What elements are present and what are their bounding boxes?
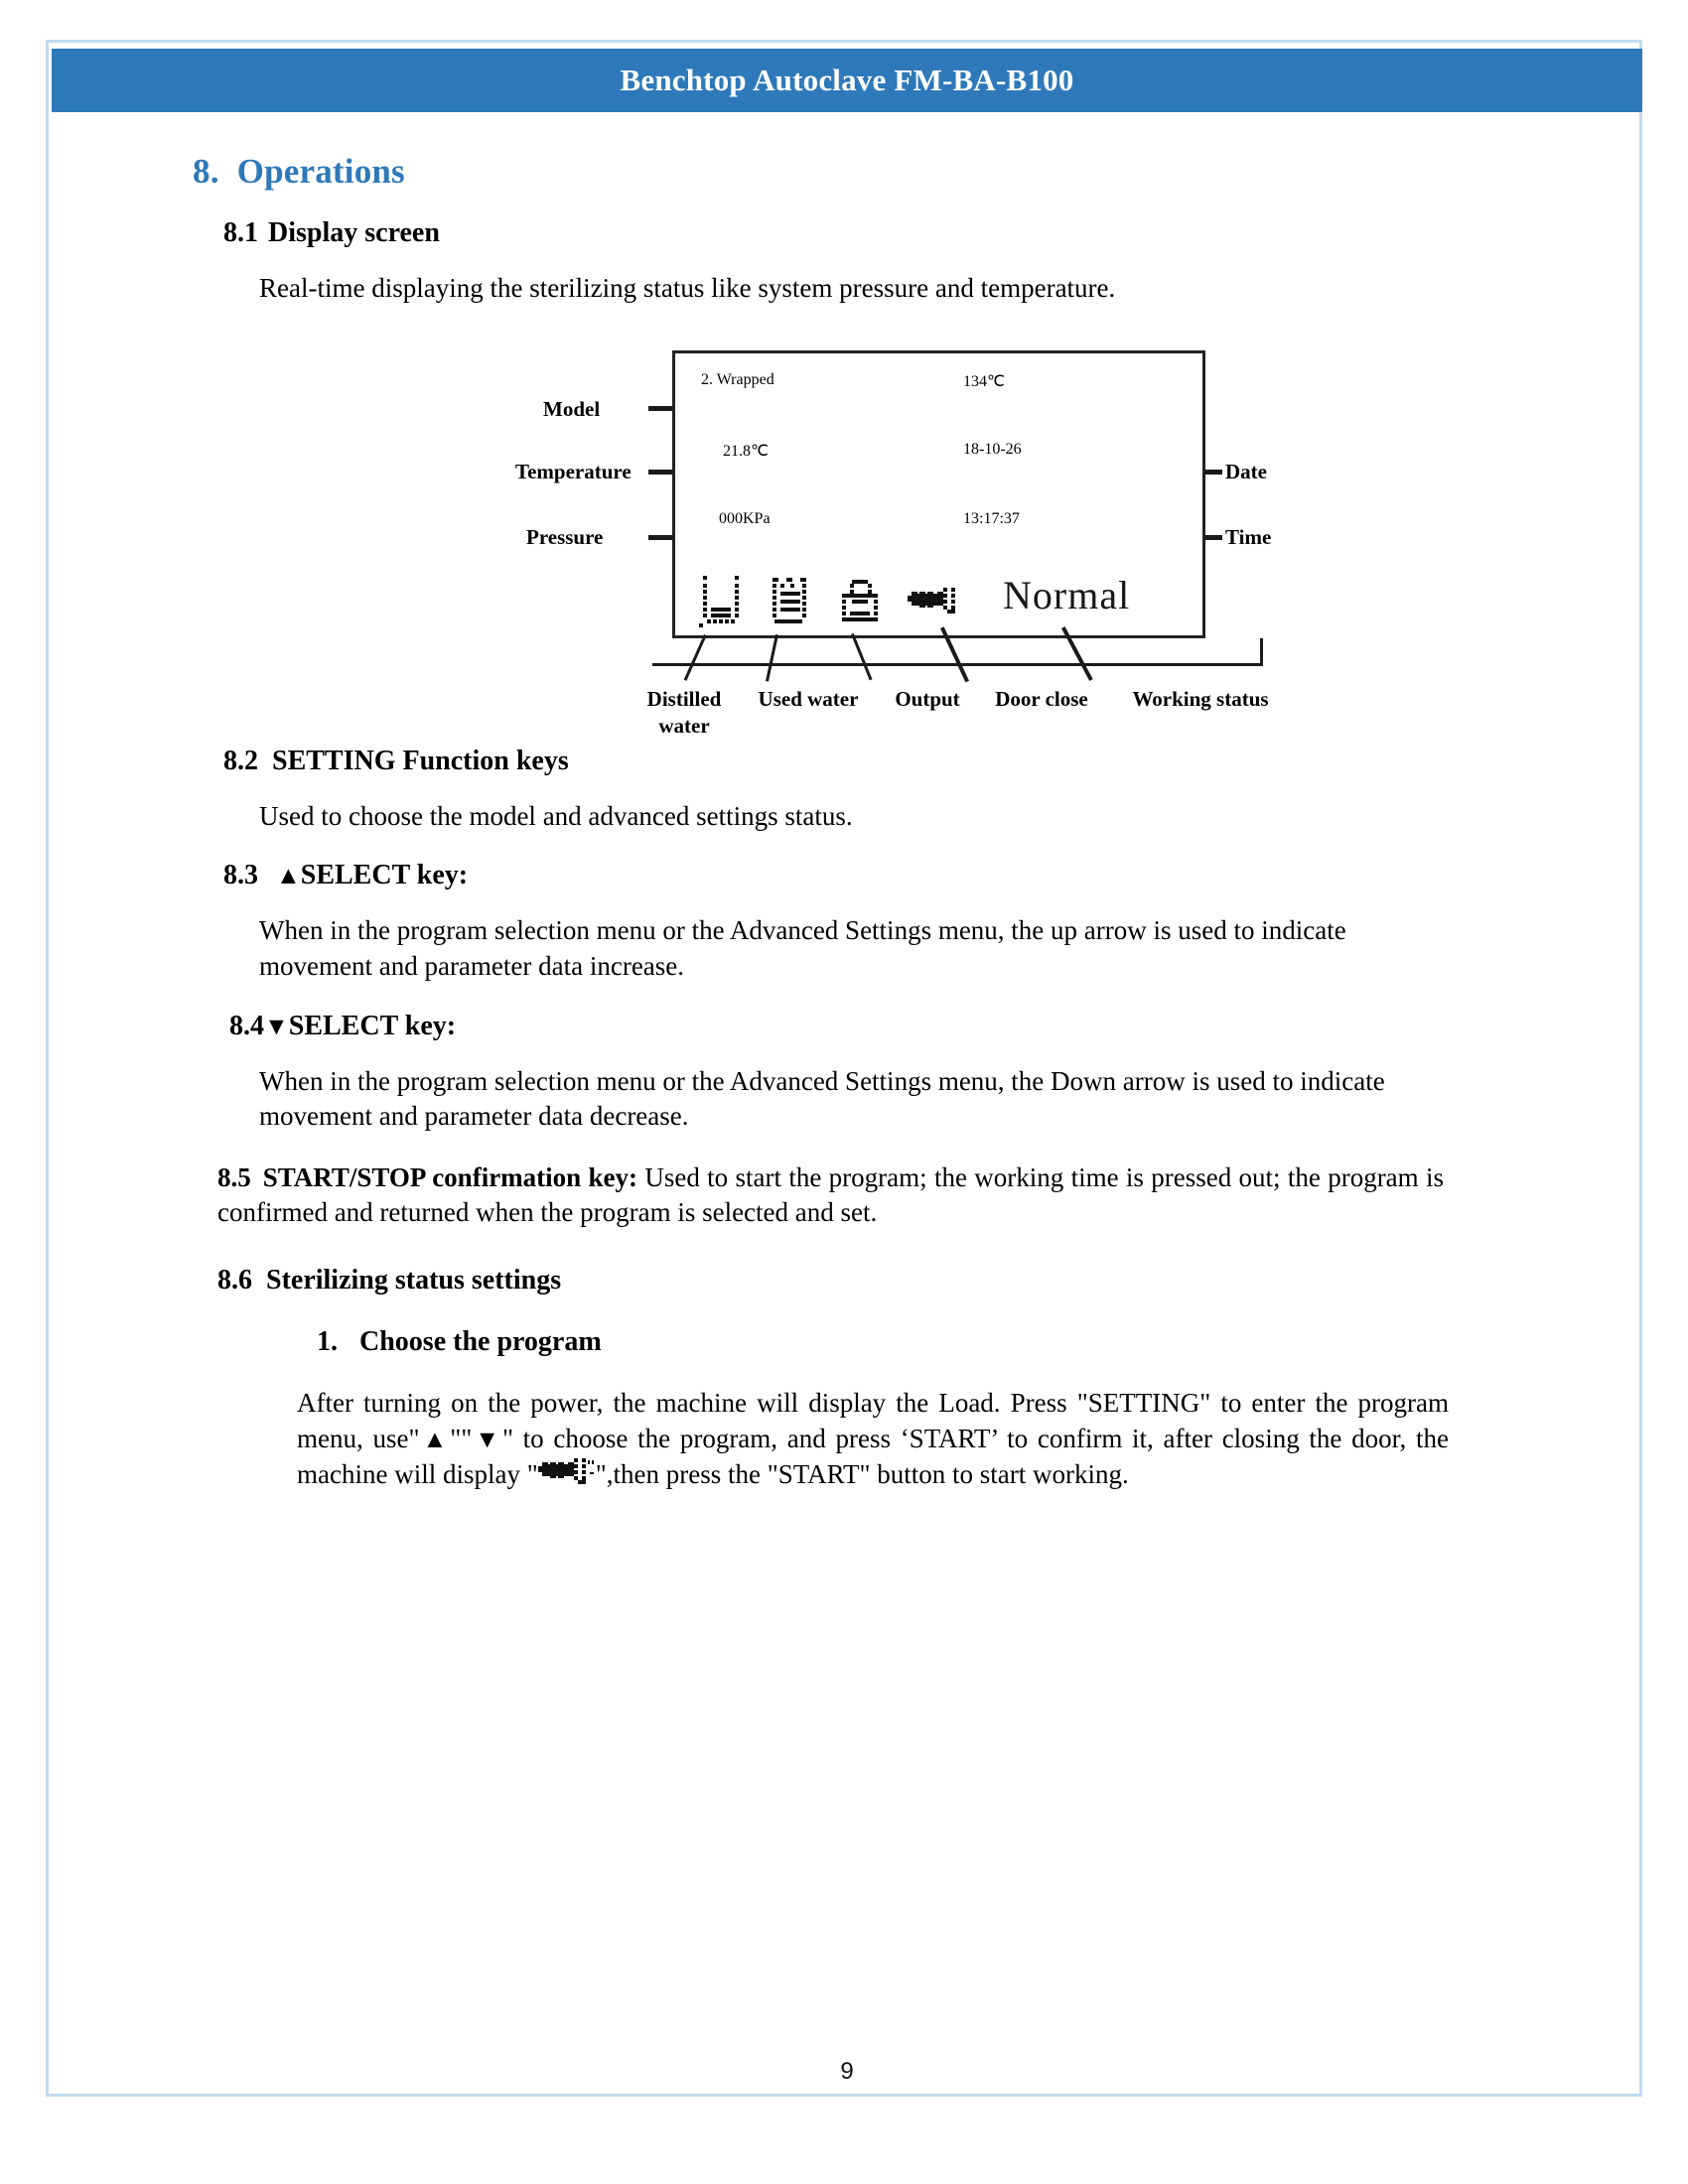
paragraph-part-4: ",then press the "START" button to start working.	[595, 1459, 1129, 1490]
page-header-title: Benchtop Autoclave FM-BA-B100	[620, 63, 1074, 97]
callout-label-temperature: Temperature	[515, 459, 632, 483]
key-lock-icon	[908, 584, 961, 623]
subsection-title-8-3: SELECT key:	[300, 860, 469, 891]
inline-key-lock-icon	[538, 1456, 596, 1486]
subsection-8-5	[217, 1160, 1444, 1231]
subsection-number-8-6: 8.6	[217, 1265, 252, 1296]
callout-label-date: Date	[1225, 459, 1267, 483]
callout-label-working-status: Working status	[1132, 686, 1269, 711]
page-header-banner	[52, 49, 1642, 112]
subsection-title-8-6: Sterilizing status settings	[266, 1265, 562, 1296]
subsection-heading-8-3	[223, 860, 1645, 891]
lcd-time-value: 13:17:37	[963, 509, 1020, 527]
lcd-setpoint-value: 134℃	[963, 372, 1005, 390]
lcd-display-diagram	[49, 341, 1645, 738]
paragraph-part-3: " to choose the program, and press ‘START’ to confirm it, after closing the door, the machine will display "	[297, 1423, 1450, 1490]
water-tank-icon	[699, 574, 745, 627]
lcd-screen	[672, 350, 1205, 638]
subsection-title-8-5: START/STOP confirmation key:	[262, 1161, 638, 1192]
subsection-title-8-2: SETTING Function keys	[272, 745, 569, 776]
lcd-date-value: 18-10-26	[963, 440, 1022, 458]
subsection-heading-8-2	[223, 746, 1645, 777]
callout-label-model: Model	[543, 396, 601, 421]
paragraph-8-2: Used to choose the model and advanced settings status.	[259, 800, 853, 831]
document-page	[46, 40, 1642, 2097]
callout-label-used-water: Used water	[758, 686, 859, 711]
document-content	[49, 122, 1645, 1493]
list-item-title: Choose the program	[359, 1326, 602, 1357]
lcd-working-status-value: Normal	[1003, 572, 1131, 617]
printer-icon	[838, 578, 884, 627]
callout-label-pressure: Pressure	[526, 524, 604, 549]
callout-label-door-close: Door close	[995, 686, 1088, 711]
inline-up-arrow-icon: ▲	[419, 1426, 451, 1453]
section-title: Operations	[236, 152, 405, 191]
section-heading-operations	[193, 152, 1645, 192]
paragraph-part-1: After turning on the power, the machine will display the Load. Press "SETTING" to enter the program menu, use"	[297, 1388, 1449, 1453]
inline-down-arrow-icon: ▼	[472, 1426, 502, 1453]
leader-distilled-water	[684, 634, 707, 681]
subsection-heading-8-6	[217, 1265, 1645, 1297]
callout-bottom-right-stub	[1260, 638, 1263, 665]
list-item-marker: 1.	[317, 1326, 338, 1357]
paragraph-8-6-1	[297, 1386, 1449, 1493]
lcd-model-value: 2. Wrapped	[701, 370, 774, 388]
list-item-heading-1	[317, 1326, 1645, 1358]
subsection-number-8-2: 8.2	[223, 745, 258, 776]
paragraph-8-5: Used to start the program; the working time is pressed out; the program is confirmed and returned when the program is selected and set.	[217, 1161, 1445, 1228]
section-number: 8.	[193, 152, 219, 191]
subsection-number-8-3: 8.3	[223, 860, 258, 891]
callout-label-time: Time	[1225, 524, 1272, 549]
used-water-tank-icon	[769, 574, 814, 627]
lcd-status-icon-row	[699, 574, 961, 627]
down-arrow-icon: ▼	[264, 1013, 289, 1040]
subsection-heading-8-1	[223, 217, 1645, 249]
subsection-number-8-4: 8.4	[229, 1010, 264, 1041]
up-arrow-icon: ▲	[276, 863, 301, 890]
subsection-title-8-1: Display screen	[268, 217, 440, 248]
leader-output	[851, 633, 873, 680]
paragraph-8-3: When in the program selection menu or the Advanced Settings menu, the up arrow is used to indicate movement and parameter data increase.	[259, 915, 1346, 981]
subsection-title-8-4: SELECT key:	[288, 1010, 457, 1041]
lcd-temperature-value: 21.8℃	[723, 442, 769, 460]
paragraph-8-4: When in the program selection menu or the Advanced Settings menu, the Down arrow is used to indicate movement and parameter data decrease.	[259, 1065, 1385, 1132]
subsection-heading-8-4	[229, 1011, 1645, 1042]
subsection-number-8-5: 8.5	[217, 1161, 251, 1192]
page-number: 9	[840, 2058, 854, 2085]
paragraph-part-2: ""	[450, 1423, 473, 1453]
lcd-pressure-value: 000KPa	[719, 509, 771, 527]
callout-label-output: Output	[895, 686, 960, 711]
paragraph-8-1: Real-time displaying the sterilizing status like system pressure and temperature.	[259, 273, 1116, 303]
subsection-number-8-1: 8.1	[223, 217, 258, 248]
leader-used-water	[766, 634, 778, 682]
callout-label-distilled-water: Distilled water	[646, 686, 722, 738]
